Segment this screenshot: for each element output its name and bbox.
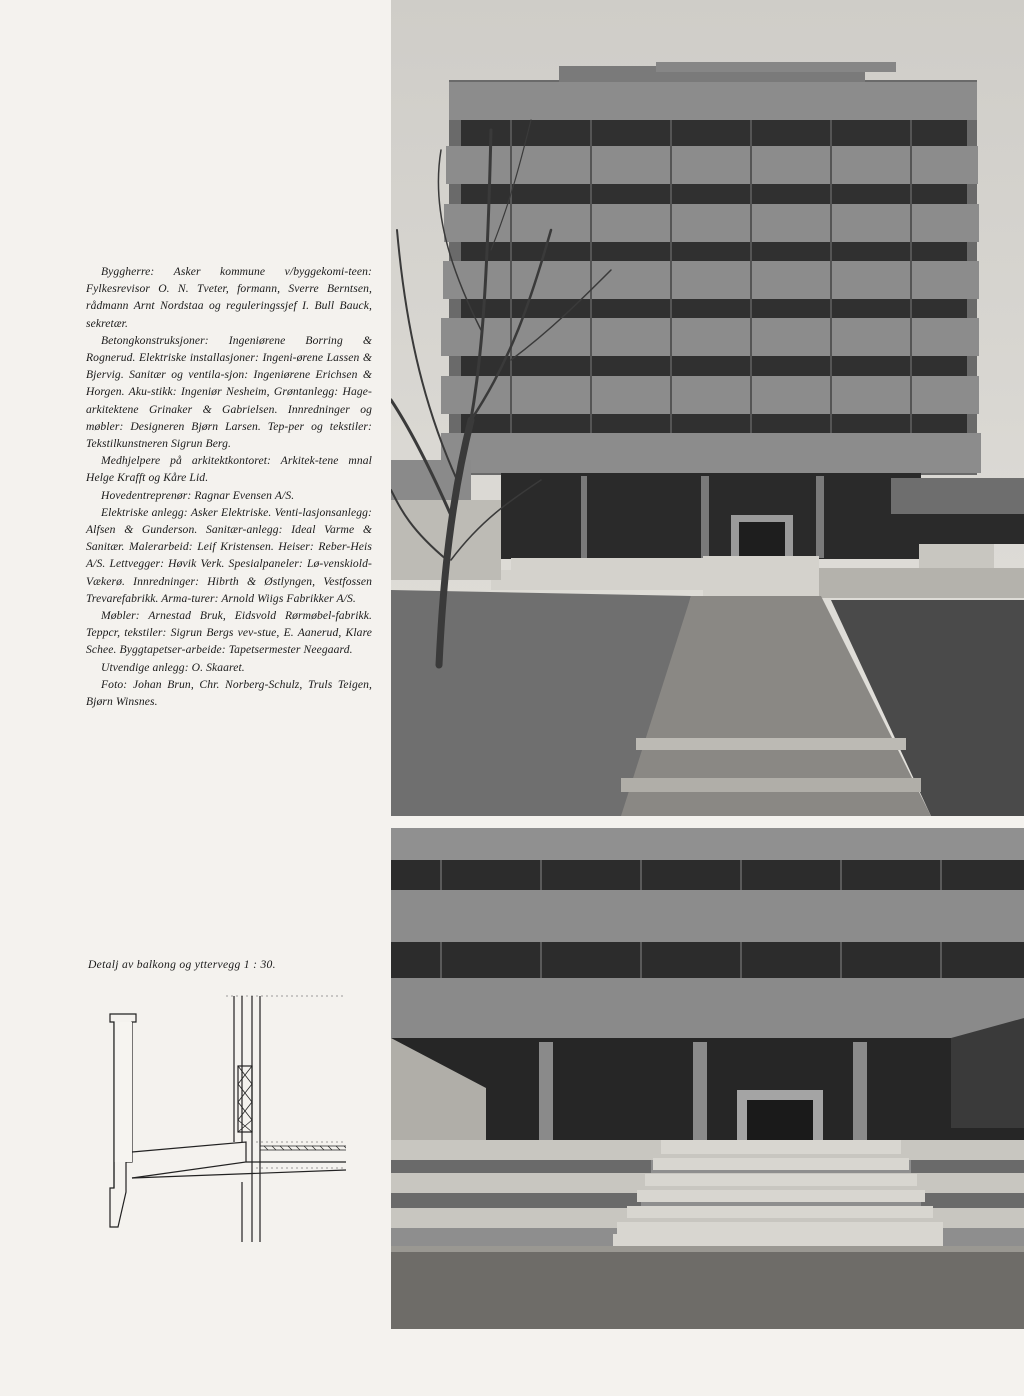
credit-paragraph: Elektriske anlegg: Asker Elektriske. Venti-lasjonsanlegg: Alfsen & Gunderson. Sanitær-anlegg: Ideal Varme & Sanitær. Malerarbeid: Leif Kristensen. Heiser: Reber-Heis A/S. Lettvegger: Høvik Verk. Spesialpaneler: Lø-venskiold-Vækerø. Innredninger: Hibrth & Østlyngen, Vestfossen Trevarefabrikk. Arma-turer: Arnold Wiigs Fabrikker A/S.: [86, 505, 372, 605]
credit-paragraph: Hovedentreprenør: Ragnar Evensen A/S.: [101, 488, 295, 502]
credit-paragraph: Utvendige anlegg: O. Skaaret.: [101, 660, 245, 674]
building-photo-tower: [391, 0, 1024, 816]
credits-text: [86, 263, 372, 710]
credit-paragraph: Byggherre: Asker kommune v/byggekomi-teen: Fylkesrevisor O. N. Tveter, formann, Sverre Berntsen, rådmann Arnt Nordstaa og reguleringssjef I. Bull Bauck, sekretær.: [86, 265, 372, 330]
credit-paragraph: Betongkonstruksjoner: Ingeniørene Borring & Rognerud. Elektriske installasjoner: Ingeni-ørene Lassen & Bjervig. Sanitær og ventila-sjon: Ingeniørene Erichsen & Horgen. Aku-stikk: Ingeniør Nesheim, Grøntanlegg: Hage-arkitektene Grinaker & Gabrielsen. Innredninger og møbler: Designeren Bjørn Larsen. Tep-per og tekstiler: Tekstilkunstneren Sigrun Berg.: [86, 333, 372, 451]
credit-paragraph: Foto: Johan Brun, Chr. Norberg-Schulz, Truls Teigen, Bjørn Winsnes.: [86, 677, 372, 709]
balcony-detail-drawing: [96, 992, 346, 1242]
drawing-caption: Detalj av balkong og yttervegg 1 : 30.: [88, 958, 276, 971]
building-photo-entrance: [391, 828, 1024, 1329]
credit-paragraph: Medhjelpere på arkitektkontoret: Arkitek-tene mnal Helge Krafft og Kåre Lid.: [86, 454, 372, 485]
credit-paragraph: Møbler: Arnestad Bruk, Eidsvold Rørmøbel-fabrikk. Teppcr, tekstiler: Sigrun Bergs vev-stue, E. Aanerud, Klare Schee. Byggtapetser-arbeide: Tapetsermester Neegaard.: [86, 609, 372, 657]
